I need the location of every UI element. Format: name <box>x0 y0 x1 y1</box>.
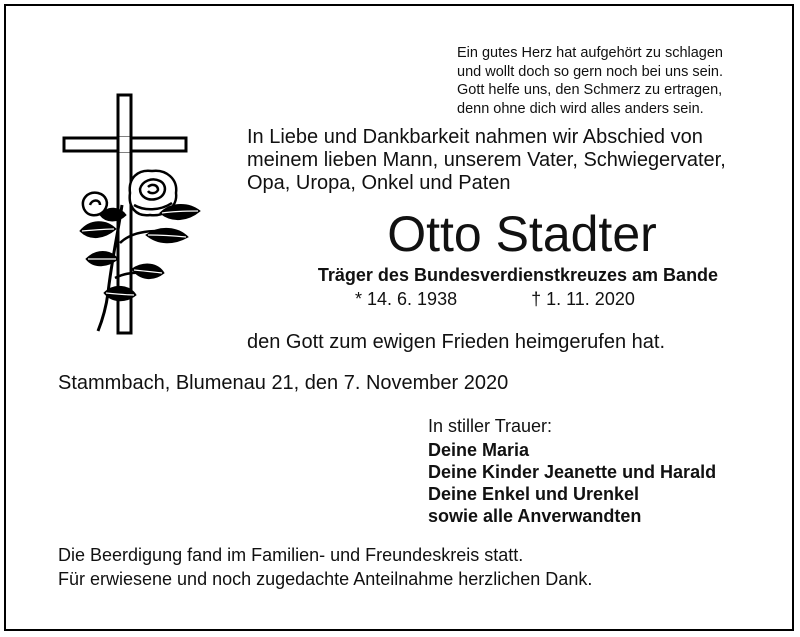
mourners-list <box>428 439 716 527</box>
verse-line: denn ohne dich wird alles anders sein. <box>457 100 704 117</box>
birth-date: * 14. 6. 1938 <box>355 289 458 309</box>
mourner: Deine Maria <box>428 440 530 460</box>
intro-line: Opa, Uropa, Onkel und Paten <box>247 172 511 194</box>
mourning-label: In stiller Trauer: <box>428 416 553 436</box>
verse-line: Ein gutes Herz hat aufgehört zu schlagen <box>457 45 723 61</box>
cross-with-rose-icon <box>60 93 220 339</box>
mourner: sowie alle Anverwandten <box>428 506 642 526</box>
death-date: † 1. 11. 2020 <box>531 289 635 309</box>
life-dates <box>355 288 635 310</box>
mourner: Deine Kinder Jeanette und Harald <box>428 462 717 482</box>
intro-line: meinem lieben Mann, unserem Vater, Schwiegervater, <box>247 149 726 171</box>
closing-line: Für erwiesene und noch zugedachte Anteilnahme herzlichen Dank. <box>58 569 593 589</box>
verse <box>457 44 787 118</box>
intro-line: In Liebe und Dankbarkeit nahmen wir Abschied von <box>247 126 703 148</box>
closing-text <box>58 543 592 591</box>
mourner: Deine Enkel und Urenkel <box>428 484 640 504</box>
verse-line: Gott helfe uns, den Schmerz zu ertragen, <box>457 82 723 98</box>
called-home-text: den Gott zum ewigen Frieden heimgerufen hat. <box>247 331 666 353</box>
deceased-name: Otto Stadter <box>387 206 657 262</box>
closing-line: Die Beerdigung fand im Familien- und Freundeskreis statt. <box>58 545 524 565</box>
deceased-honor: Träger des Bundesverdienstkreuzes am Bande <box>317 265 719 285</box>
place-date: Stammbach, Blumenau 21, den 7. November 2020 <box>58 372 509 394</box>
verse-line: und wollt doch so gern noch bei uns sein. <box>457 63 724 80</box>
intro-text <box>247 126 787 195</box>
